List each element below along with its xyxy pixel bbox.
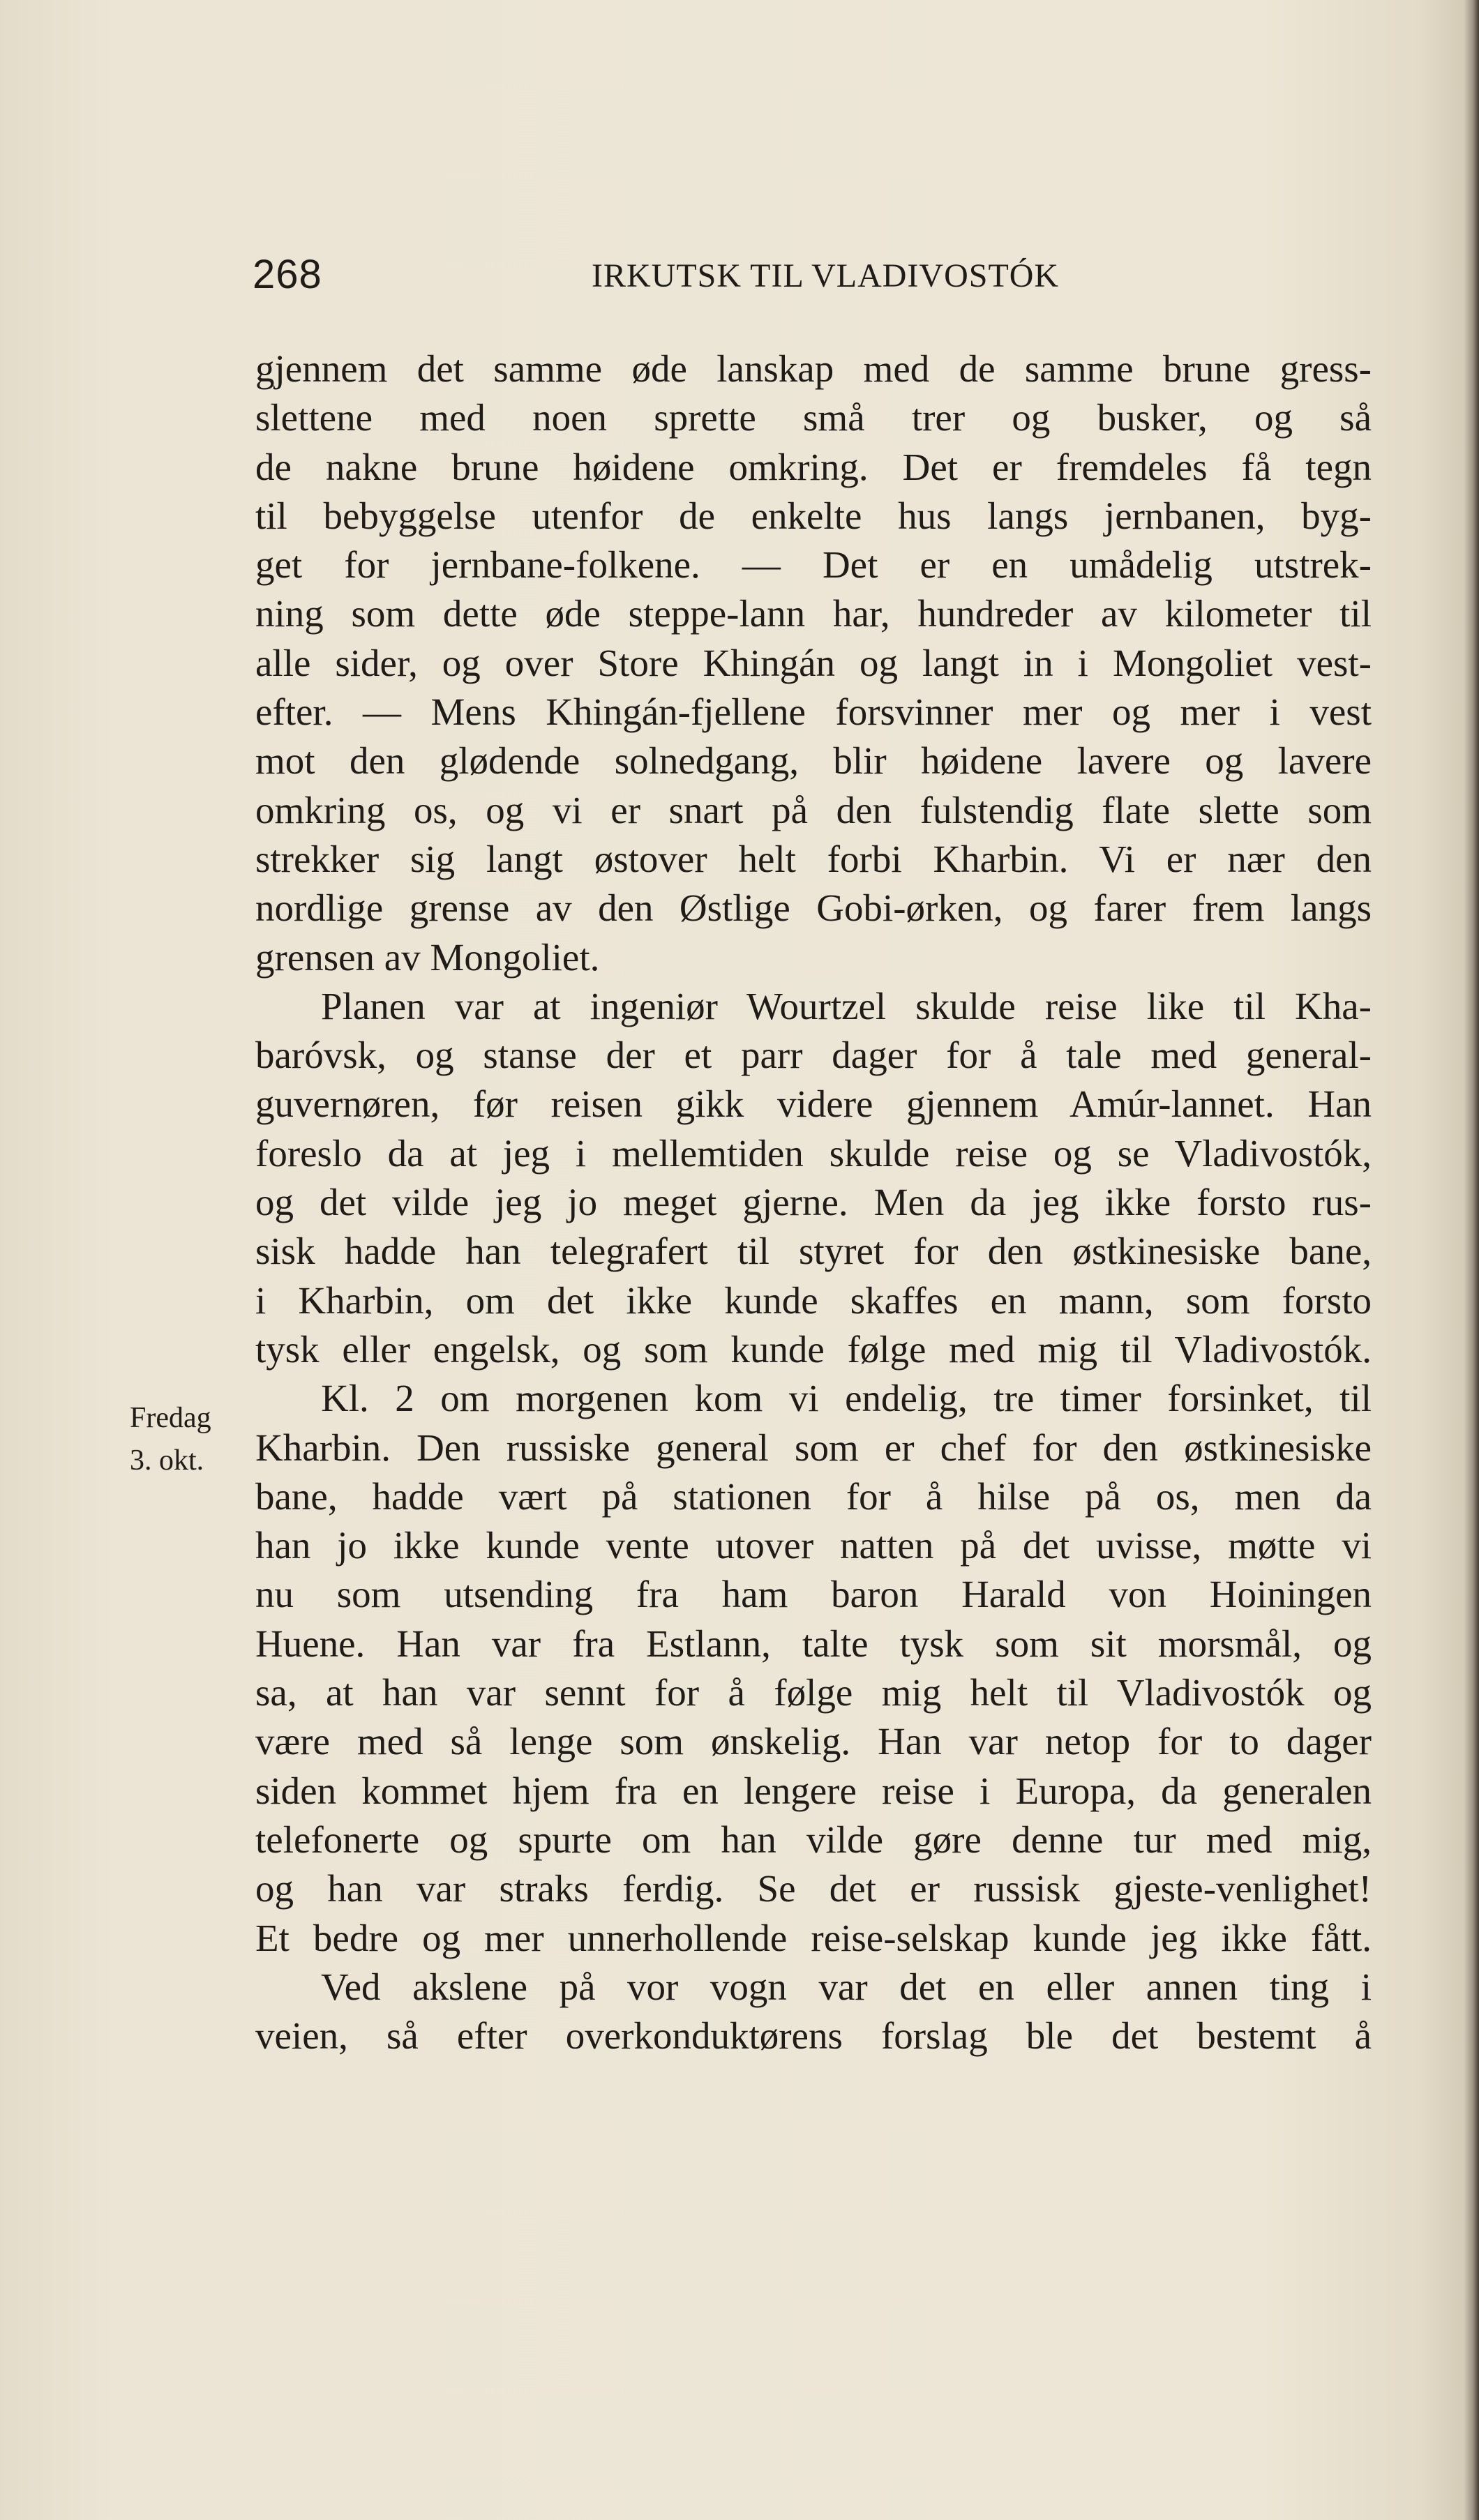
text-line: gjennem det samme øde lanskap med de samme brune gress- xyxy=(255,347,1372,390)
text-line: slettene med noen sprette små trer og busker, og så xyxy=(255,396,1372,439)
text-line: Huene. Han var fra Estlann, talte tysk som sit morsmål, og xyxy=(255,1622,1372,1665)
text-line: sisk hadde han telegrafert til styret for den østkinesiske bane, xyxy=(255,1230,1372,1273)
text-line: i Kharbin, om det ikke kunde skaffes en mann, som forsto xyxy=(255,1278,1372,1322)
page-number: 268 xyxy=(253,252,322,297)
text-line: alle sider, og over Store Khingán og langt in i Mongoliet vest- xyxy=(255,641,1372,684)
text-line: veien, så efter overkonduktørens forslag ble det bestemt å xyxy=(255,2014,1372,2058)
text-line: Kharbin. Den russiske general som er chef for den østkinesiske xyxy=(255,1426,1372,1469)
margin-note-date: 3. okt. xyxy=(130,1444,204,1477)
text-line: mot den glødende solnedgang, blir høidene lavere og lavere xyxy=(255,739,1372,783)
text-line: bane, hadde vært på stationen for å hilse på os, men da xyxy=(255,1474,1372,1518)
text-line: telefonerte og spurte om han vilde gøre denne tur med mig, xyxy=(255,1818,1372,1861)
text-line: og det vilde jeg jo meget gjerne. Men da jeg ikke forsto rus- xyxy=(255,1181,1372,1224)
text-line: tysk eller engelsk, og som kunde følge med mig til Vladivostók. xyxy=(255,1327,1372,1371)
text-line: Et bedre og mer unnerhollende reise-selskap kunde jeg ikke fått. xyxy=(255,1916,1372,1959)
text-line: Kl. 2 om morgenen kom vi endelig, tre timer forsinket, til xyxy=(321,1377,1372,1420)
text-line: grensen av Mongoliet. xyxy=(255,935,600,979)
text-line: siden kommet hjem fra en lengere reise i Europa, da generalen xyxy=(255,1769,1372,1812)
margin-note-day: Fredag xyxy=(130,1402,211,1434)
text-line: sa, at han var sennt for å følge mig helt til Vladivostók og xyxy=(255,1671,1372,1714)
text-line: Planen var at ingeniør Wourtzel skulde reise like til Kha- xyxy=(321,984,1372,1027)
text-line: Ved akslene på vor vogn var det en eller annen ting i xyxy=(321,1965,1372,2008)
running-head: IRKUTSK TIL VLADIVOSTÓK xyxy=(592,257,1060,294)
page-header xyxy=(253,251,1369,307)
text-line: nordlige grense av den Østlige Gobi-ørken, og farer frem langs xyxy=(255,886,1372,930)
text-line: til bebyggelse utenfor de enkelte hus langs jernbanen, byg- xyxy=(255,494,1372,537)
page-edge-shadow xyxy=(1464,0,1479,2520)
body-text xyxy=(255,345,1372,2060)
text-line: nu som utsending fra ham baron Harald von Hoiningen xyxy=(255,1573,1372,1616)
text-line: omkring os, og vi er snart på den fulstendig flate slette som xyxy=(255,788,1372,831)
text-line: baróvsk, og stanse der et parr dager for å tale med general- xyxy=(255,1034,1372,1077)
text-line: og han var straks ferdig. Se det er russisk gjeste-venlighet! xyxy=(255,1867,1372,1910)
text-line: guvernøren, før reisen gikk videre gjennem Amúr-lannet. Han xyxy=(255,1082,1372,1126)
text-line: strekker sig langt østover helt forbi Kharbin. Vi er nær den xyxy=(255,837,1372,880)
text-line: de nakne brune høidene omkring. Det er fremdeles få tegn xyxy=(255,445,1372,488)
text-line: get for jernbane-folkene. — Det er en umådelig utstrek- xyxy=(255,543,1372,587)
text-line: han jo ikke kunde vente utover natten på det uvisse, møtte vi xyxy=(255,1524,1372,1567)
text-line: foreslo da at jeg i mellemtiden skulde reise og se Vladivostók, xyxy=(255,1131,1372,1175)
text-line: være med så lenge som ønskelig. Han var netop for to dager xyxy=(255,1720,1372,1763)
text-line: ning som dette øde steppe-lann har, hundreder av kilometer til xyxy=(255,592,1372,635)
text-line: efter. — Mens Khingán-fjellene forsvinner mer og mer i vest xyxy=(255,691,1372,734)
